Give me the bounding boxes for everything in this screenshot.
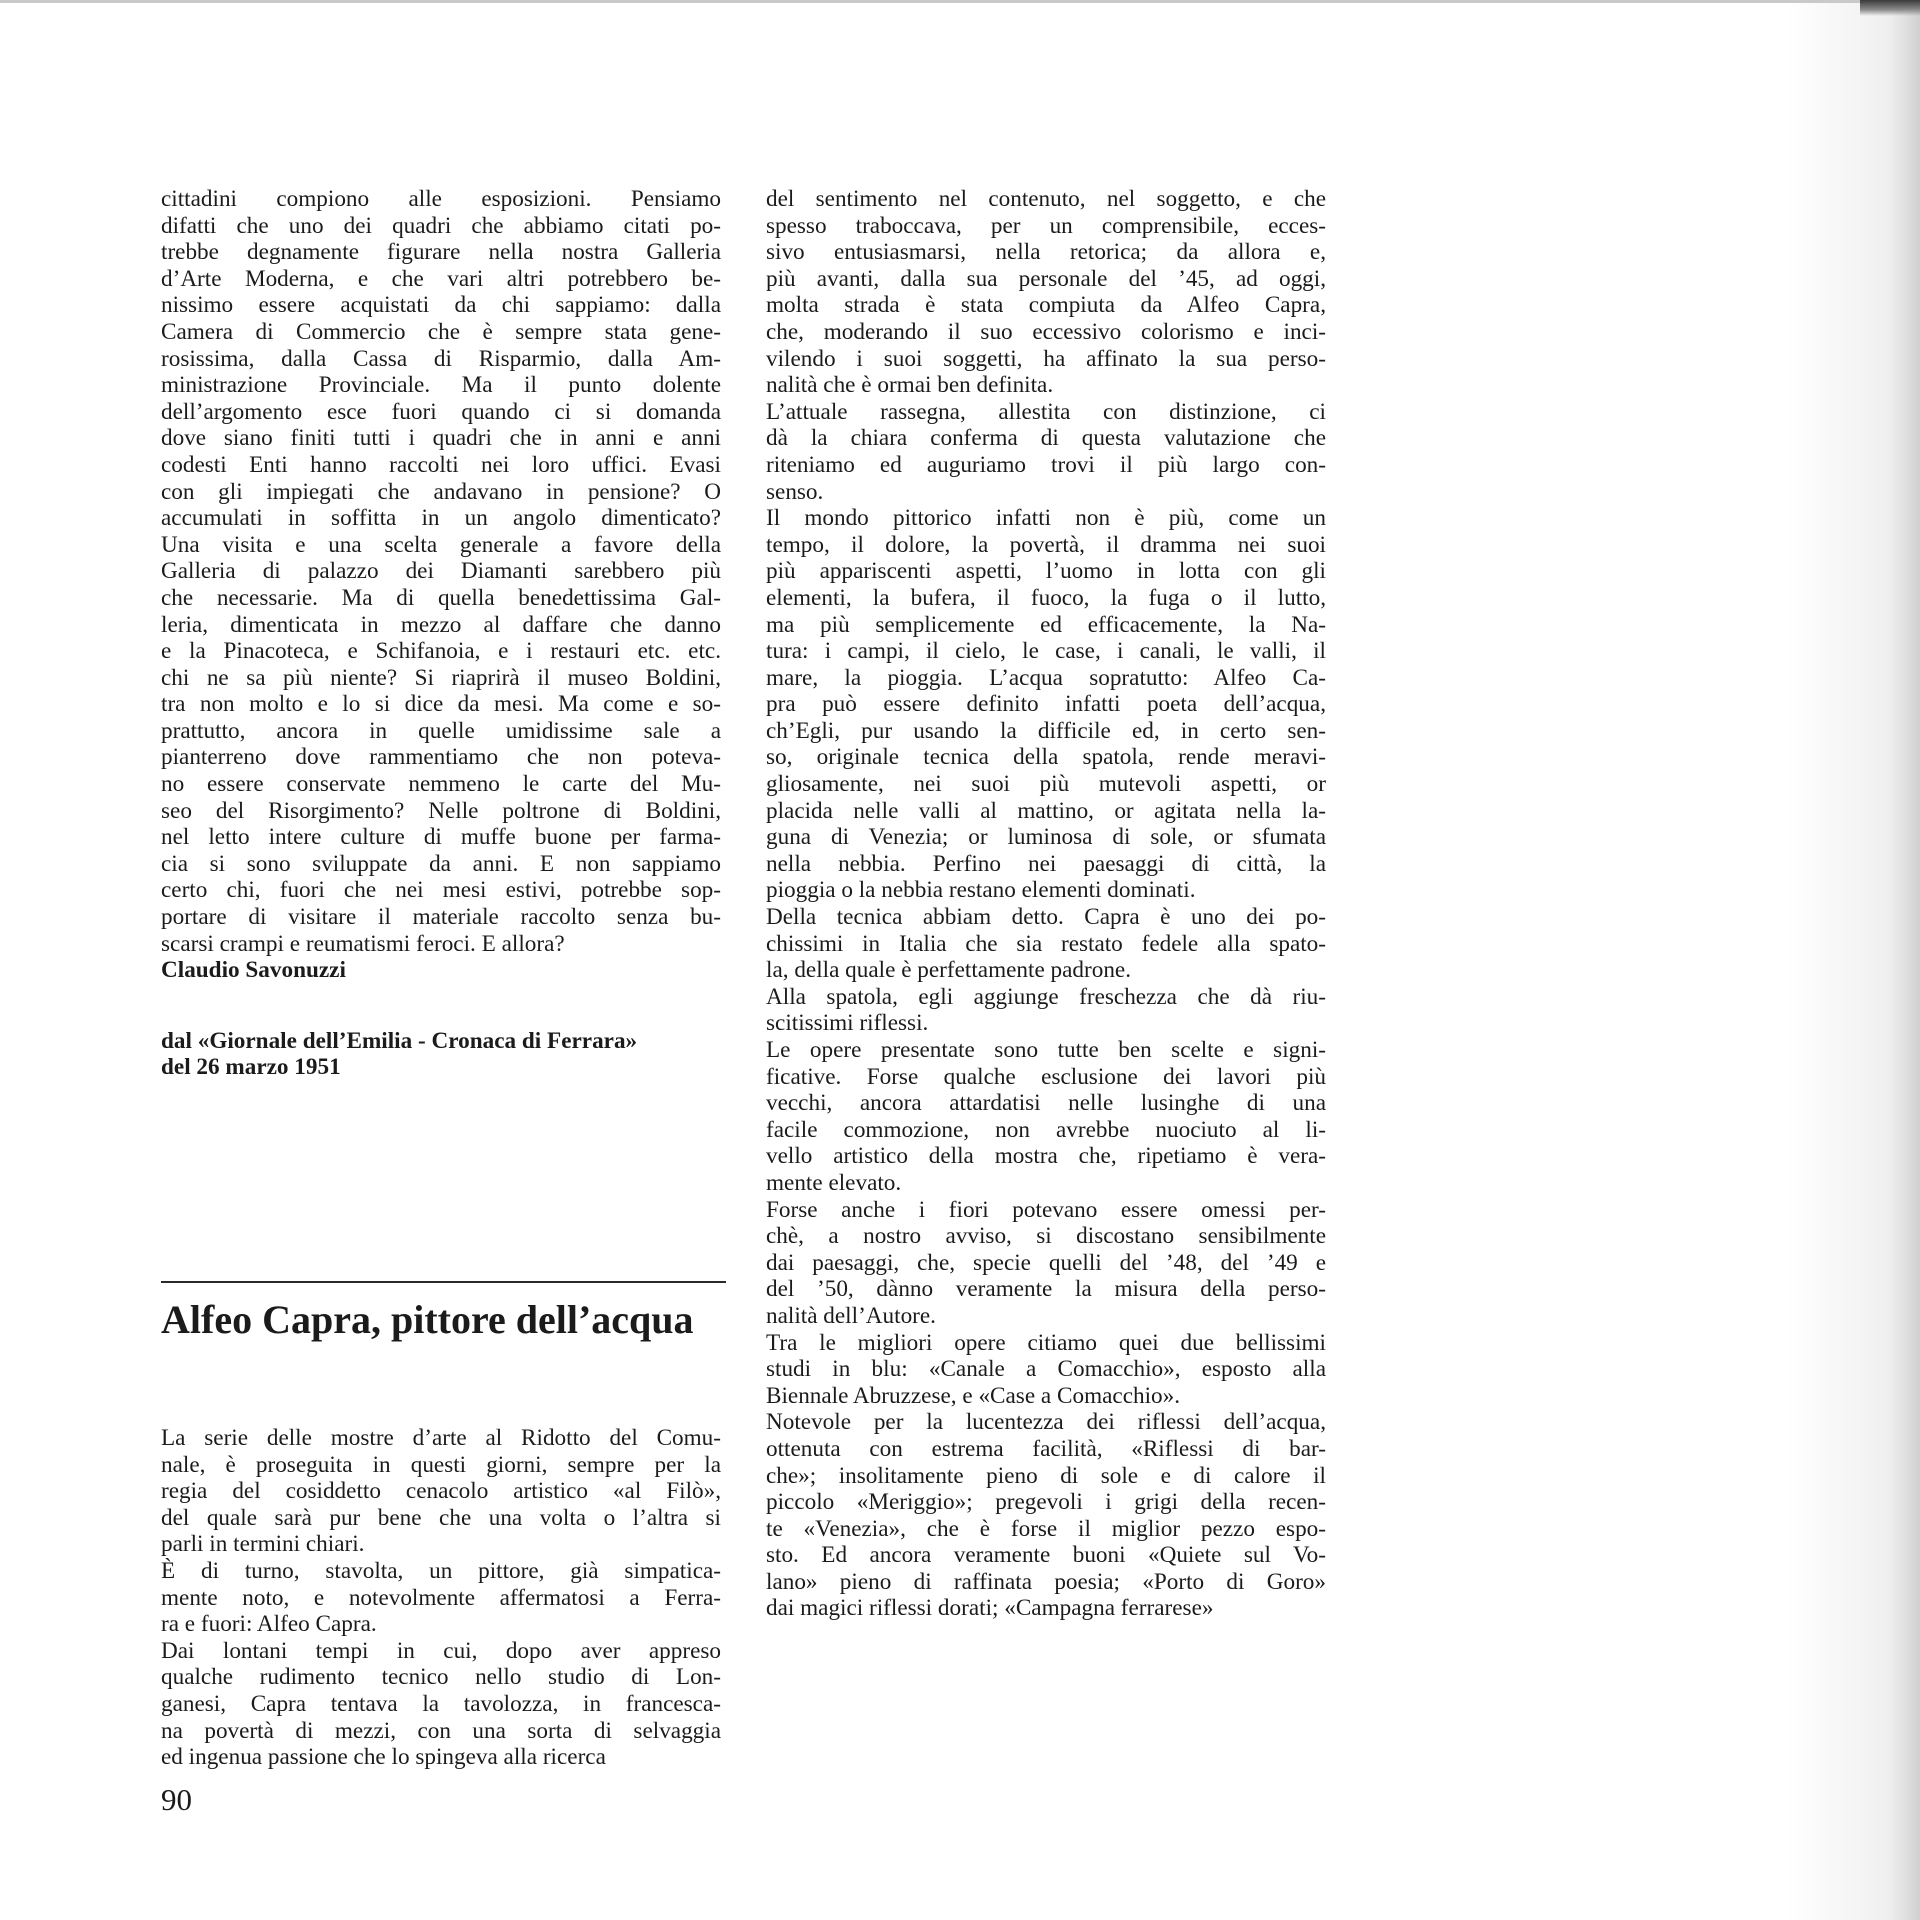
text-line: Il mondo pittorico infatti non è più, come un xyxy=(766,505,1326,532)
text-line: ed ingenua passione che lo spingeva alla ricerca xyxy=(161,1744,606,1771)
text-line: prattutto, ancora in quelle umidissime sale a xyxy=(161,717,721,744)
text-line: che necessarie. Ma di quella benedettissima Gal- xyxy=(161,584,721,611)
text-line: facile commozione, non avrebbe nuociuto al li- xyxy=(766,1116,1326,1143)
article-body-left xyxy=(161,1425,721,1771)
text-line: Alla spatola, egli aggiunge freschezza che dà riu- xyxy=(766,983,1326,1010)
text-line: del quale sarà pur bene che una volta o l’altra si xyxy=(161,1504,721,1531)
text-line: ministrazione Provinciale. Ma il punto dolente xyxy=(161,372,721,399)
text-line: nalità che è ormai ben definita. xyxy=(766,372,1054,399)
text-line: pra può essere definito infatti poeta dell’acqua, xyxy=(766,691,1326,718)
text-line: trebbe degnamente figurare nella nostra Galleria xyxy=(161,239,721,266)
text-line: cia si sono sviluppate da anni. E non sappiamo xyxy=(161,850,721,877)
text-line: parli in termini chiari. xyxy=(161,1531,365,1558)
text-line: Notevole per la lucentezza dei riflessi dell’acqua, xyxy=(766,1409,1326,1436)
text-line: scarsi crampi e reumatismi feroci. E allora? xyxy=(161,930,565,957)
text-line: Camera di Commercio che è sempre stata gene- xyxy=(161,318,721,345)
text-line: molta strada è stata compiuta da Alfeo Capra, xyxy=(766,292,1326,319)
text-line: mente noto, e notevolmente affermatosi a Ferra- xyxy=(161,1584,721,1611)
text-line: Una visita e una scelta generale a favore della xyxy=(161,531,721,558)
text-line: so, originale tecnica della spatola, rende meravi- xyxy=(766,744,1326,771)
text-line: la, della quale è perfettamente padrone. xyxy=(766,957,1132,984)
text-line: che»; insolitamente pieno di sole e di calore il xyxy=(766,1462,1326,1489)
text-line: d’Arte Moderna, e che vari altri potrebbero be- xyxy=(161,265,721,292)
text-line: spesso traboccava, per un comprensibile, ecces- xyxy=(766,212,1326,239)
text-line: studi in blu: «Canale a Comacchio», esposto alla xyxy=(766,1356,1326,1383)
text-line: nale, è proseguita in questi giorni, sempre per la xyxy=(161,1451,721,1478)
text-line: del ’50, dànno veramente la misura della perso- xyxy=(766,1276,1326,1303)
text-line: vilendo i suoi soggetti, ha affinato la sua perso- xyxy=(766,345,1326,372)
text-line: Le opere presentate sono tutte ben scelte e signi- xyxy=(766,1037,1326,1063)
text-line: del 26 marzo 1951 xyxy=(161,1054,341,1081)
text-line: accumulati in soffitta in un angolo dimenticato? xyxy=(161,505,721,532)
text-line: ganesi, Capra tentava la tavolozza, in francesca- xyxy=(161,1690,721,1717)
text-line: nel letto intere culture di muffe buone per farma- xyxy=(161,824,721,851)
text-line: Biennale Abruzzese, e «Case a Comacchio». xyxy=(766,1382,1181,1409)
text-line: regia del cosiddetto cenacolo artistico «al Filò», xyxy=(161,1478,721,1505)
text-line: nissimo essere acquistati da chi sappiamo: dalla xyxy=(161,292,721,319)
text-line: qualche rudimento tecnico nello studio di Lon- xyxy=(161,1664,721,1691)
text-line: seo del Risorgimento? Nelle poltrone di Boldini, xyxy=(161,797,721,824)
text-line: ficative. Forse qualche esclusione dei lavori più xyxy=(766,1063,1326,1090)
page-top-edge xyxy=(0,0,1920,3)
page-corner-shadow xyxy=(1860,0,1920,16)
text-line: rosissima, dalla Cassa di Risparmio, dalla Am- xyxy=(161,345,721,372)
text-line: portare di visitare il materiale raccolto senza bu- xyxy=(161,904,721,931)
article-right-text xyxy=(766,186,1326,1622)
text-line: sto. Ed ancora veramente buoni «Quiete sul Vo- xyxy=(766,1542,1326,1569)
text-line: e la Pinacoteca, e Schifanoia, e i restauri etc. etc. xyxy=(161,638,721,665)
text-line: gliosamente, nei suoi più mutevoli aspetti, or xyxy=(766,771,1326,798)
text-line: dal «Giornale dell’Emilia - Cronaca di Ferrara» xyxy=(161,1027,638,1054)
previous-article-author: Claudio Savonuzzi xyxy=(161,957,346,984)
article-left-text xyxy=(161,1425,721,1771)
text-line: guna di Venezia; or luminosa di sole, or sfumata xyxy=(766,824,1326,851)
text-line: tura: i campi, il cielo, le case, i canali, le valli, il xyxy=(766,638,1326,665)
text-line: Tra le migliori opere citiamo quei due bellissimi xyxy=(766,1329,1326,1356)
text-line: mare, la pioggia. L’acqua sopratutto: Alfeo Ca- xyxy=(766,664,1326,691)
text-line: dai paesaggi, che, specie quelli del ’48, del ’49 e xyxy=(766,1249,1326,1276)
text-line: leria, dimenticata in mezzo al daffare che danno xyxy=(161,611,721,638)
text-line: Dai lontani tempi in cui, dopo aver appreso xyxy=(161,1637,721,1664)
text-line: riteniamo ed auguriamo trovi il più largo con- xyxy=(766,451,1326,478)
text-line: più avanti, dalla sua personale del ’45, ad oggi, xyxy=(766,265,1326,292)
text-line: dai magici riflessi dorati; «Campagna ferrarese» xyxy=(766,1595,1214,1622)
text-line: elementi, la bufera, il fuoco, la fuga o il lutto, xyxy=(766,584,1326,611)
text-line: chissimi in Italia che sia restato fedele alla spato- xyxy=(766,930,1326,957)
text-line: che, moderando il suo eccessivo colorismo e inci- xyxy=(766,318,1326,345)
text-line: dell’argomento esce fuori quando ci si domanda xyxy=(161,398,721,425)
left-column-previous-article xyxy=(161,186,721,1081)
text-line: chi ne sa più niente? Si riaprirà il museo Boldini, xyxy=(161,664,721,691)
text-line: mente elevato. xyxy=(766,1169,902,1196)
article-body-right xyxy=(766,186,1326,1622)
text-line: vecchi, ancora attardatisi nelle lusinghe di una xyxy=(766,1090,1326,1117)
text-line: tra non molto e lo si dice da mesi. Ma come e so- xyxy=(161,691,721,718)
text-line: difatti che uno dei quadri che abbiamo citati po- xyxy=(161,212,721,239)
text-line: nalità dell’Autore. xyxy=(766,1302,936,1329)
text-line: La serie delle mostre d’arte al Ridotto del Comu- xyxy=(161,1425,721,1451)
text-line: dove siano finiti tutti i quadri che in anni e anni xyxy=(161,425,721,452)
text-line: Forse anche i fiori potevano essere omessi per- xyxy=(766,1196,1326,1223)
text-line: cittadini compiono alle esposizioni. Pensiamo xyxy=(161,186,721,212)
text-line: nella nebbia. Perfino nei paesaggi di città, la xyxy=(766,850,1326,877)
text-line: ma più semplicemente ed efficacemente, la Na- xyxy=(766,611,1326,638)
text-line: È di turno, stavolta, un pittore, già simpatica- xyxy=(161,1557,721,1584)
text-line: Della tecnica abbiam detto. Capra è uno dei po- xyxy=(766,904,1326,931)
text-line: lano» pieno di raffinata poesia; «Porto di Goro» xyxy=(766,1568,1326,1595)
text-line: L’attuale rassegna, allestita con distinzione, ci xyxy=(766,398,1326,425)
text-line: tempo, il dolore, la povertà, il dramma nei suoi xyxy=(766,531,1326,558)
text-line: vello artistico della mostra che, ripetiamo è vera- xyxy=(766,1143,1326,1170)
text-line: Galleria di palazzo dei Diamanti sarebbero più xyxy=(161,558,721,585)
text-line: sivo entusiasmarsi, nella retorica; da allora e, xyxy=(766,239,1326,266)
text-line: codesti Enti hanno raccolti nei loro uffici. Evasi xyxy=(161,451,721,478)
text-line: no essere conservate nemmeno le carte del Mu- xyxy=(161,771,721,798)
text-line: scitissimi riflessi. xyxy=(766,1010,929,1037)
text-line: ch’Egli, pur usando la difficile ed, in certo sen- xyxy=(766,717,1326,744)
text-line: pioggia o la nebbia restano elementi dominati. xyxy=(766,877,1196,904)
text-line: più appariscenti aspetti, l’uomo in lotta con gli xyxy=(766,558,1326,585)
text-line: ra e fuori: Alfeo Capra. xyxy=(161,1611,377,1638)
text-line: pianterreno dove rammentiamo che non poteva- xyxy=(161,744,721,771)
page-number: 90 xyxy=(161,1782,192,1817)
text-line: del sentimento nel contenuto, nel soggetto, e che xyxy=(766,186,1326,212)
previous-article-body xyxy=(161,186,721,957)
previous-article-source xyxy=(161,1028,721,1081)
article-headline: Alfeo Capra, pittore dell’acqua xyxy=(161,1297,694,1342)
article-divider-rule xyxy=(161,1281,726,1283)
text-line: con gli impiegati che andavano in pensione? O xyxy=(161,478,721,505)
text-line: dà la chiara conferma di questa valutazione che xyxy=(766,425,1326,452)
text-line: na povertà di mezzi, con una sorta di selvaggia xyxy=(161,1717,721,1744)
text-line: ottenuta con estrema facilità, «Riflessi di bar- xyxy=(766,1435,1326,1462)
text-line: chè, a nostro avviso, si discostano sensibilmente xyxy=(766,1223,1326,1250)
text-line: te «Venezia», che è forse il miglior pezzo espo- xyxy=(766,1515,1326,1542)
text-line: certo chi, fuori che nei mesi estivi, potrebbe sop- xyxy=(161,877,721,904)
text-line: piccolo «Meriggio»; pregevoli i grigi della recen- xyxy=(766,1489,1326,1516)
binding-shadow xyxy=(1890,0,1920,1920)
text-line: senso. xyxy=(766,478,824,505)
text-line: placida nelle valli al mattino, or agitata nella la- xyxy=(766,797,1326,824)
